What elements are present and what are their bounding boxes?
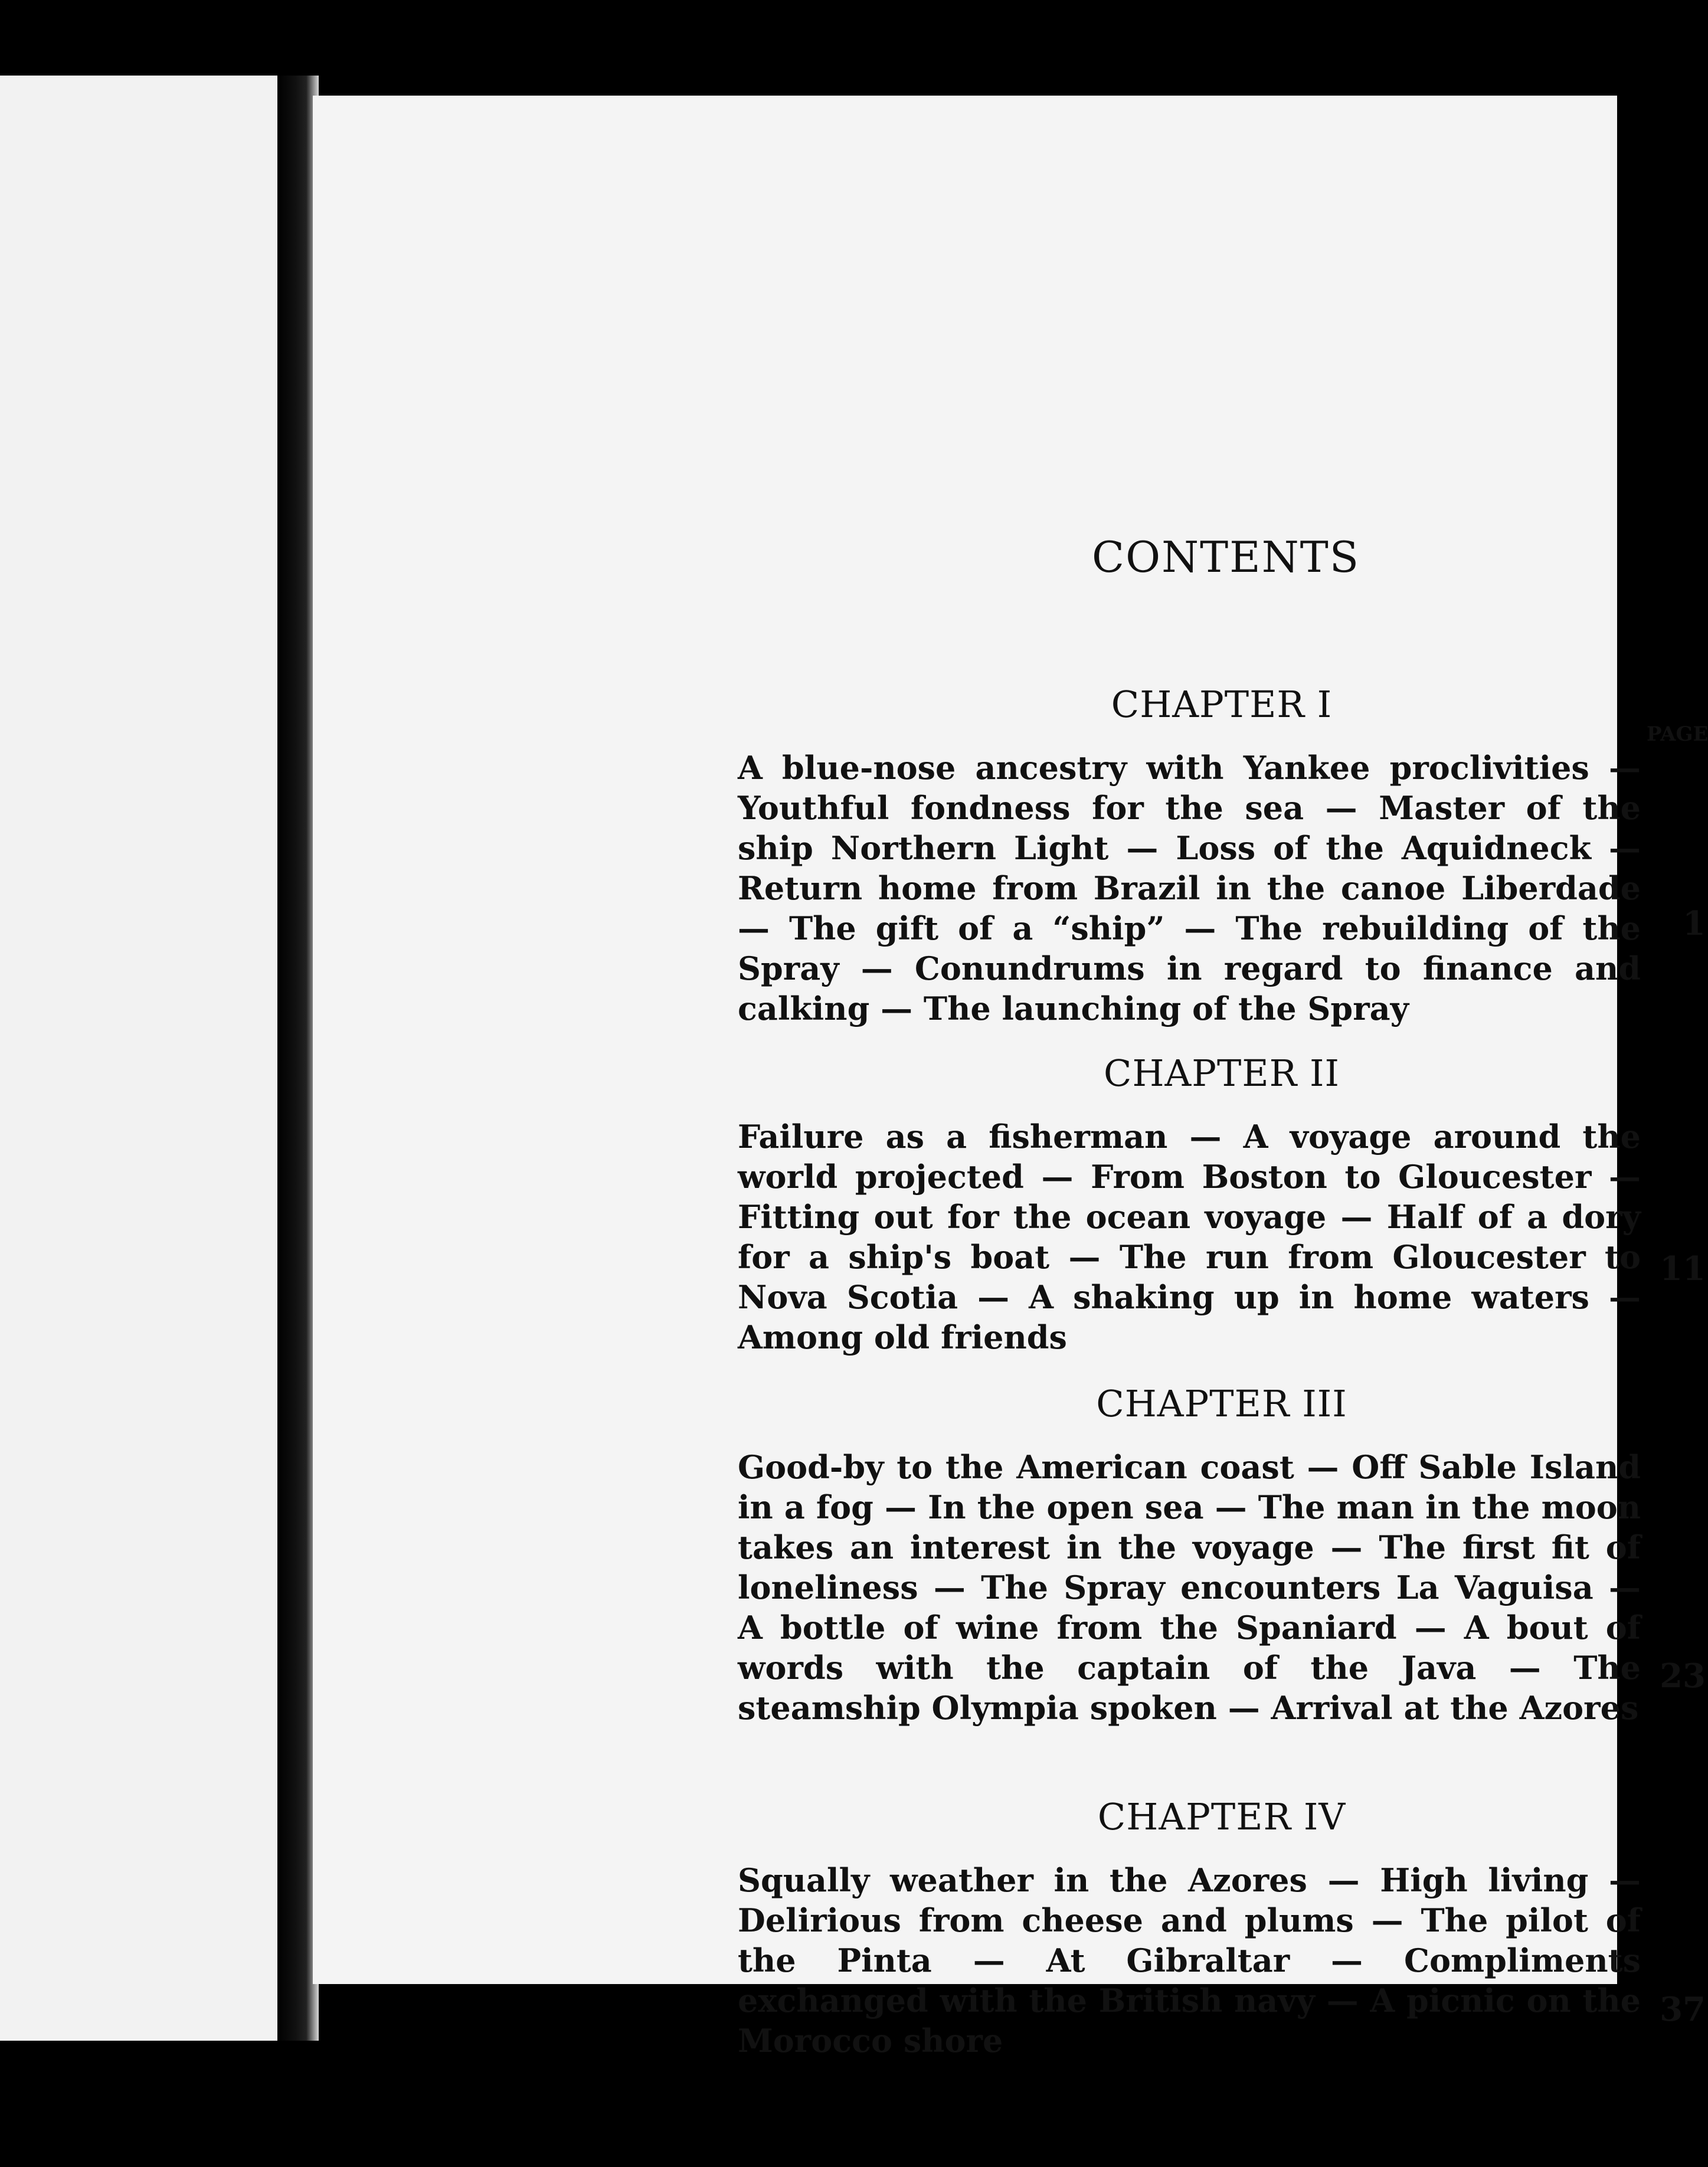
chapter-page-number: 37	[1660, 1990, 1706, 2029]
page-column-label: PAGE	[1647, 722, 1708, 746]
chapter-page-number: 1	[1683, 904, 1706, 943]
chapter-heading: CHAPTER II	[1104, 1052, 1340, 1095]
chapter-summary: Good-by to the American coast — Off Sable Island in a fog — In the open sea — The man in the moon takes an interest in the voyage — The first fit of loneliness — The Spray encounters La Vaguisa — A bottle of wine from the Spaniard — A bout of words with the captain of the Java — The steamship Olympia spoken — Arrival at the Azores	[738, 1448, 1641, 1727]
page-title: CONTENTS	[1092, 532, 1360, 582]
chapter-summary: A blue-nose ancestry with Yankee proclivities — Youthful fondness for the sea — Master of the ship Northern Light — Loss of the Aquidneck — Return home from Brazil in the canoe Liberdade — The gift of a “ship” — The rebuilding of the Spray — Conundrums in regard to finance and calking — The launching of the Spray	[738, 749, 1641, 1027]
chapter-heading: CHAPTER I	[1111, 683, 1333, 726]
chapter-heading: CHAPTER IV	[1097, 1795, 1346, 1838]
chapter-summary: Squally weather in the Azores — High living — Delirious from cheese and plums — The pilot of the Pinta — At Gibraltar — Compliments exchanged with the British navy — A picnic on the Morocco shore	[738, 1861, 1641, 2060]
chapter-page-number: 23	[1660, 1657, 1706, 1695]
chapter-summary: Failure as a fisherman — A voyage around the world projected — From Boston to Gloucester — Fitting out for the ocean voyage — Half of a dory for a ship's boat — The run from Gloucester to Nova Scotia — A shaking up in home waters — Among old friends	[738, 1118, 1641, 1356]
chapter-page-number: 11	[1660, 1249, 1706, 1288]
right-page	[313, 96, 1708, 2060]
left-page	[0, 76, 277, 2041]
chapter-heading: CHAPTER III	[1096, 1382, 1347, 1425]
